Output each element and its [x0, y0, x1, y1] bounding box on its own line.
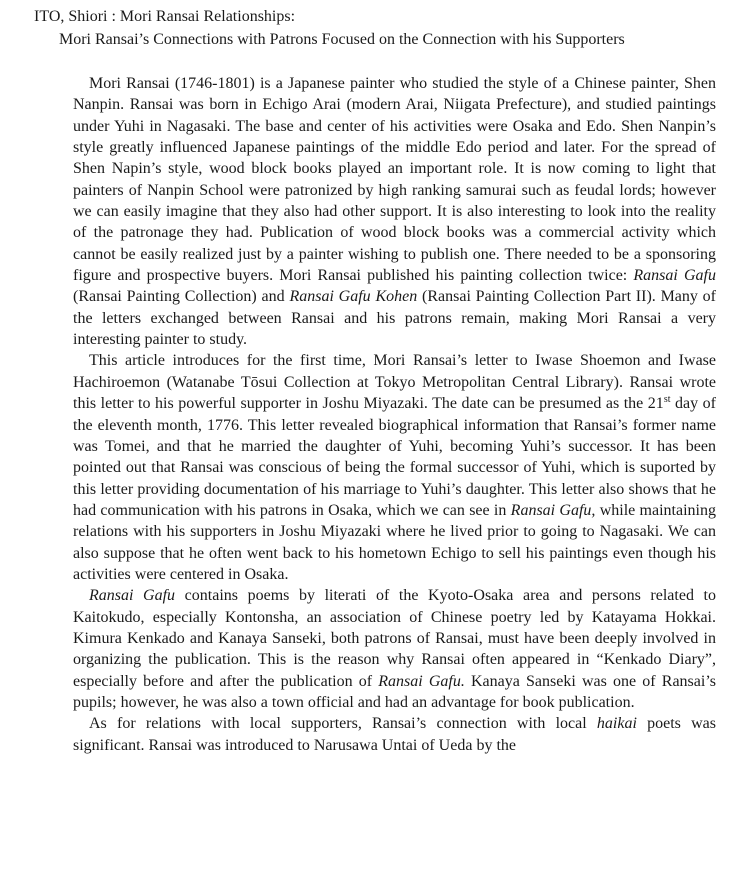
paragraph-2-text: This article introduces for the first time, Mori Ransai’s letter to Iwase Shoemon and Iwase Hachiroemon (Watanabe Tōsui Collection at Tokyo Metropolitan Central Library). Ransai wrote this letter to his powerful supporter in Joshu Miyazaki. The date can be presumed as the 21	[73, 352, 716, 413]
term-haikai: haikai	[596, 715, 637, 733]
paragraph-1-text-end: (Ransai Painting Collection Part II). Many of the letters exchanged between Ransai and his patrons remain, making Mori Ransai a very interesting painter to study.	[73, 288, 717, 349]
article-body	[73, 73, 716, 756]
book-title-ransai-gafu-kohen: Ransai Gafu Kohen	[289, 288, 418, 306]
book-title-ransai-gafu: Ransai Gafu.	[378, 672, 465, 690]
article-subtitle: Mori Ransai’s Connections with Patrons Focused on the Connection with his Supporters	[59, 31, 625, 48]
paragraph-3	[73, 585, 716, 713]
book-title-ransai-gafu: Ransai Gafu	[633, 267, 716, 285]
book-title-ransai-gafu: Ransai Gafu,	[510, 501, 596, 519]
paragraph-1	[73, 73, 716, 350]
paragraph-1-text: Mori Ransai (1746-1801) is a Japanese painter who studied the style of a Chinese painter, Shen Nanpin. Ransai was born in Echigo Arai (modern Arai, Niigata Prefecture), and studied paintings under Yuhi in Nagasaki. The base and center of his activities were Osaka and Edo. Shen Nanpin’s style greatly influenced Japanese paintings of the middle Edo period and later. For the spread of Shen Napin’s style, wood block books played an important role. It is now coming to light that painters of Nanpin School were patronized by high ranking samurai such as feudal lords; however we can easily imagine that they also had other support. It is also interesting to look into the reality of the patronage they had. Publication of wood block books was a commercial activity which cannot be easily realized just by a painter wishing to publish one. There needed to be a sponsoring figure and prospective buyers. Mori Ransai published his painting collection twice:	[73, 75, 716, 285]
paragraph-2-text-mid: day of the eleventh month, 1776. This letter revealed biographical information that Ransai’s former name was Tomei, and that he married the daughter of Yuhi, becoming Yuhi’s successor. It has been pointed out that Ransai was conscious of being the formal successor of Yuhi, which is suported by this letter providing documentation of his marriage to Yuhi’s daughter. This letter also shows that he had communication with his patrons in Osaka, which we can see in	[73, 395, 716, 519]
book-title-ransai-gafu: Ransai Gafu	[89, 587, 176, 605]
article-author-title: ITO, Shiori : Mori Ransai Relationships:	[34, 8, 296, 25]
ordinal-suffix: st	[663, 394, 671, 406]
paragraph-2-text-end: while maintaining relations with his supporters in Joshu Miyazaki where he lived prior to going to Nagasaki. We can also suppose that he often went back to his hometown Echigo to sell his paintings even though his activities were centered in Osaka.	[73, 501, 716, 583]
paragraph-4	[73, 713, 716, 756]
paragraph-3-text-end: Kanaya Sanseki was one of Ransai’s pupils; however, he was also a town official and had an advantage for book publication.	[73, 672, 716, 711]
paragraph-2	[73, 350, 716, 585]
paragraph-4-text: As for relations with local supporters, Ransai’s connection with local	[89, 715, 597, 733]
paragraph-3-text: contains poems by literati of the Kyoto-Osaka area and persons related to Kaitokudo, especially Kontonsha, an association of Chinese poetry led by Katayama Hokkai. Kimura Kenkado and Kanaya Sanseki, both patrons of Ransai, must have been deeply involved in organizing the publication. This is the reason why Ransai often appeared in “Kenkado Diary”, especially before and after the publication of	[73, 587, 716, 690]
paragraph-1-text-mid: (Ransai Painting Collection) and	[73, 288, 290, 306]
paragraph-4-text-end: poets was significant. Ransai was introduced to Narusawa Untai of Ueda by the	[73, 715, 717, 754]
